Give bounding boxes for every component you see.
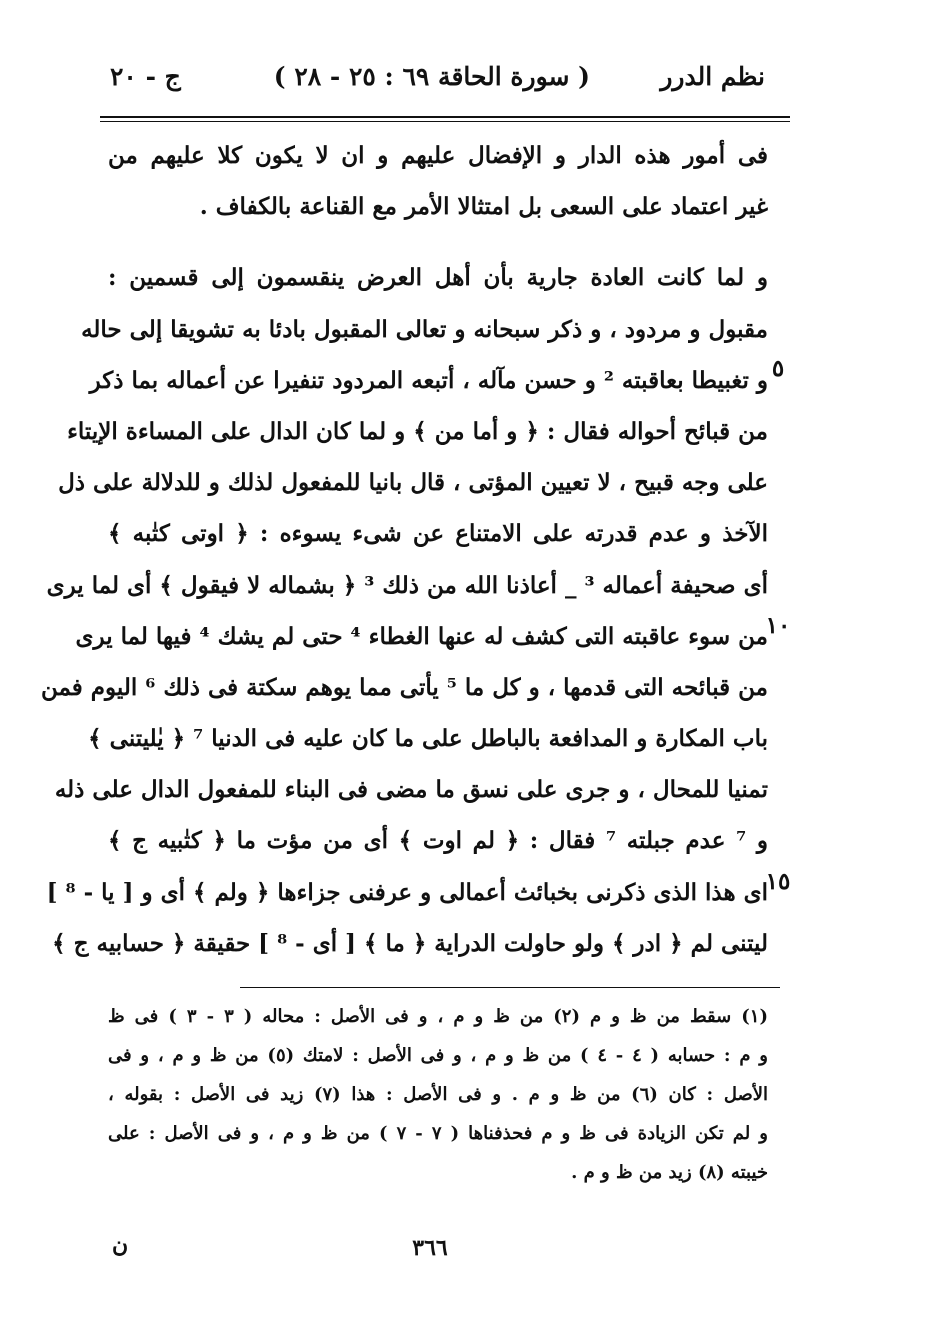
page-number: ٣٦٦ <box>412 1235 448 1261</box>
footnote-line: و م : حسابه ( ٤ - ٤ ) من ظ و م ، و فى الأصل : لامتك (٥) من ظ و م ، و فى <box>108 1045 768 1066</box>
book-title: نظم الدرر <box>660 62 765 91</box>
footnotes <box>108 997 768 1192</box>
text-line: و ⁷ عدم جبلته ⁷ فقال : ﴿ لم اوت ﴾ أى من مؤت ما ﴿ كتٰبيه ج ﴾ <box>108 827 768 855</box>
text-line: و لما كانت العادة جارية بأن أهل العرض ينقسمون إلى قسمين : <box>108 264 768 292</box>
text-line: من قبائح أحواله فقال : ﴿ و أما من ﴾ و لما كان الدال على المساءة الإيتاء <box>67 417 768 445</box>
line-number-10: ١٠ <box>765 612 791 639</box>
text-line: على وجه قبيح ، لا تعيين المؤتى ، قال بانيا للمفعول لذلك و للدلالة على ذل <box>58 469 768 497</box>
text-line: فى أمور هذه الدار و الإفضال عليهم و ان لا يكون كلا عليهم من <box>108 142 768 169</box>
header-rule-thin <box>100 121 790 122</box>
text-line: ليتنى لم ﴿ ادر ﴾ ولو حاولت الدراية ﴿ ما ﴾ [ أى - ⁸ ] حقيقة ﴿ حسابيه ج ﴾ <box>52 929 768 957</box>
text-line: من سوء عاقبته التى كشف له عنها الغطاء ⁴ حتى لم يشك ⁴ فيها لما يرى <box>75 622 768 650</box>
line-number-15: ١٥ <box>765 868 791 895</box>
footnote-line: و لم تكن الزيادة فى ظ و م فحذفناها ( ٧ - ٧ ) من ظ و م ، و فى الأصل : على <box>108 1123 768 1144</box>
footnote-rule <box>240 987 780 988</box>
text-line: الآخذ و عدم قدرته على الامتناع عن شىء يسوءه : ﴿ اوتى كتٰبه ﴾ <box>108 520 768 548</box>
footnote-line: (١) سقط من ظ و م (٢) من ظ و م ، و فى الأصل : محاله ( ٣ - ٣ ) فى ظ <box>108 1006 768 1027</box>
footnote-line: الأصل : كان (٦) من ظ و م . و فى الأصل : هذا (٧) زيد فى الأصل : بقوله ، <box>108 1084 768 1105</box>
main-text <box>41 130 768 969</box>
text-line: باب المكارة و المدافعة بالباطل على ما كان عليه فى الدنيا ⁷ ﴿ يٰليتنى ﴾ <box>88 725 768 753</box>
signature-mark: ن <box>112 1232 129 1258</box>
text-line: اى هذا الذى ذكرنى بخبائث أعمالى و عرفنى جزاءها ﴿ ولم ﴾ أى و [ يا - ⁸ ] <box>46 878 768 906</box>
header-rule-thick <box>100 116 790 118</box>
surah-reference: ( سورة الحاقة ٦٩ : ٢٥ - ٢٨ ) <box>273 62 590 91</box>
line-number-5: ٥ <box>771 355 785 382</box>
text-line: و تغبيطا بعاقبته ² و حسن مآله ، أتبعه المردود تنفيرا عن أعماله بما ذكر <box>89 366 768 394</box>
text-line: أى صحيفة أعماله ³ _ أعاذنا الله من ذلك ³ ﴿ بشماله لا فيقول ﴾ أى لما يرى <box>46 571 768 599</box>
footnote-line: خيبته (٨) زيد من ظ و م . <box>571 1162 768 1183</box>
text-line: مقبول و مردود ، و ذكر سبحانه و تعالى المقبول بادئا به تشويقا إلى حاله <box>81 315 768 343</box>
text-line: غير اعتماد على السعى بل امتثالا الأمر مع القناعة بالكفاف . <box>199 193 768 221</box>
volume-number: ج - ٢٠ <box>110 62 181 91</box>
running-head <box>100 62 765 102</box>
text-line: تمنيا للمحال ، و جرى على نسق ما مضى فى البناء للمفعول الدال على ذله <box>54 776 768 804</box>
text-line: من قبائحه التى قدمها ، و كل ما ⁵ يأتى مما يوهم سكتة فى ذلك ⁶ اليوم فمن <box>41 673 768 701</box>
